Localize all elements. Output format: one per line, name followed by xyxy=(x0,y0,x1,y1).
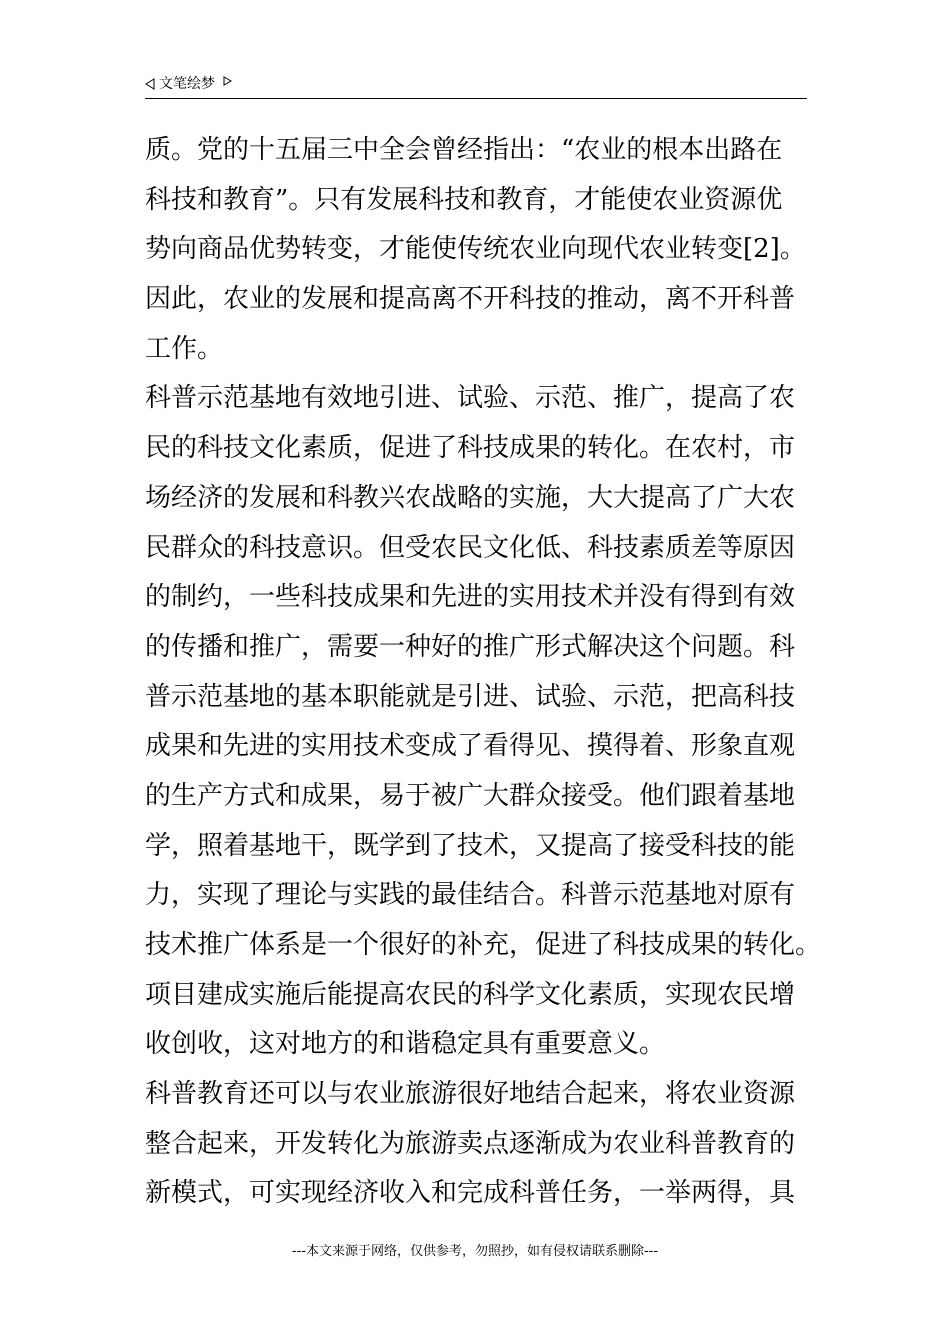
text-line: 学，照着基地干，既学到了技术，又提高了接受科技的能 xyxy=(145,830,796,861)
text-line: 场经济的发展和科教兴农战略的实施，大大提高了广大农 xyxy=(145,482,796,513)
text-line: 势向商品优势转变，才能使传统农业向现代农业转变[2]。 xyxy=(145,234,806,265)
page-footer: ---本文来源于网络，仅供参考，勿照抄，如有侵权请联系删除--- xyxy=(291,1244,659,1259)
text-line: 普示范基地的基本职能就是引进、试验、示范，把高科技 xyxy=(145,681,796,712)
text-line: 整合起来，开发转化为旅游卖点逐渐成为农业科普教育的 xyxy=(145,1128,796,1159)
text-line: 收创收，这对地方的和谐稳定具有重要意义。 xyxy=(145,1029,666,1060)
text-line: 的传播和推广，需要一种好的推广形式解决这个问题。科 xyxy=(145,631,796,662)
header-brand-text: 文笔绘梦 xyxy=(159,76,215,92)
text-line: 科普教育还可以与农业旅游很好地结合起来，将农业资源 xyxy=(145,1079,796,1110)
text-line: 的制约，一些科技成果和先进的实用技术并没有得到有效 xyxy=(145,582,796,613)
text-line: 技术推广体系是一个很好的补充，促进了科技成果的转化。 xyxy=(145,930,822,960)
paragraph xyxy=(145,1070,825,1219)
triangle-right-outline-icon xyxy=(223,76,232,86)
text-line: 民群众的科技意识。但受农民文化低、科技素质差等原因 xyxy=(145,532,796,563)
text-line: 项目建成实施后能提高农民的科学文化素质，实现农民增 xyxy=(145,979,796,1010)
text-line: 科普示范基地有效地引进、试验、示范、推广，提高了农 xyxy=(145,383,796,414)
text-line: 力，实现了理论与实践的最佳结合。科普示范基地对原有 xyxy=(145,880,796,911)
paragraph xyxy=(145,126,825,374)
text-line: 质。党的十五届三中全会曾经指出：“农业的根本出路在 xyxy=(145,135,783,165)
text-line: 新模式，可实现经济收入和完成科普任务，一举两得，具 xyxy=(145,1178,796,1209)
paragraph xyxy=(145,374,825,1070)
text-line: 民的科技文化素质，促进了科技成果的转化。在农村，市 xyxy=(145,433,796,464)
text-line: 因此，农业的发展和提高离不开科技的推动，离不开科普 xyxy=(145,284,796,315)
text-line: 工作。 xyxy=(145,333,224,364)
header-brand xyxy=(145,74,232,94)
text-line: 科技和教育”。只有发展科技和教育，才能使农业资源优 xyxy=(145,184,783,215)
triangle-left-outline-icon xyxy=(145,78,155,90)
text-line: 成果和先进的实用技术变成了看得见、摸得着、形象直观 xyxy=(145,731,796,762)
text-line: 的生产方式和成果，易于被广大群众接受。他们跟着基地 xyxy=(145,780,796,811)
page-header xyxy=(145,72,807,99)
document-body xyxy=(145,126,825,1219)
